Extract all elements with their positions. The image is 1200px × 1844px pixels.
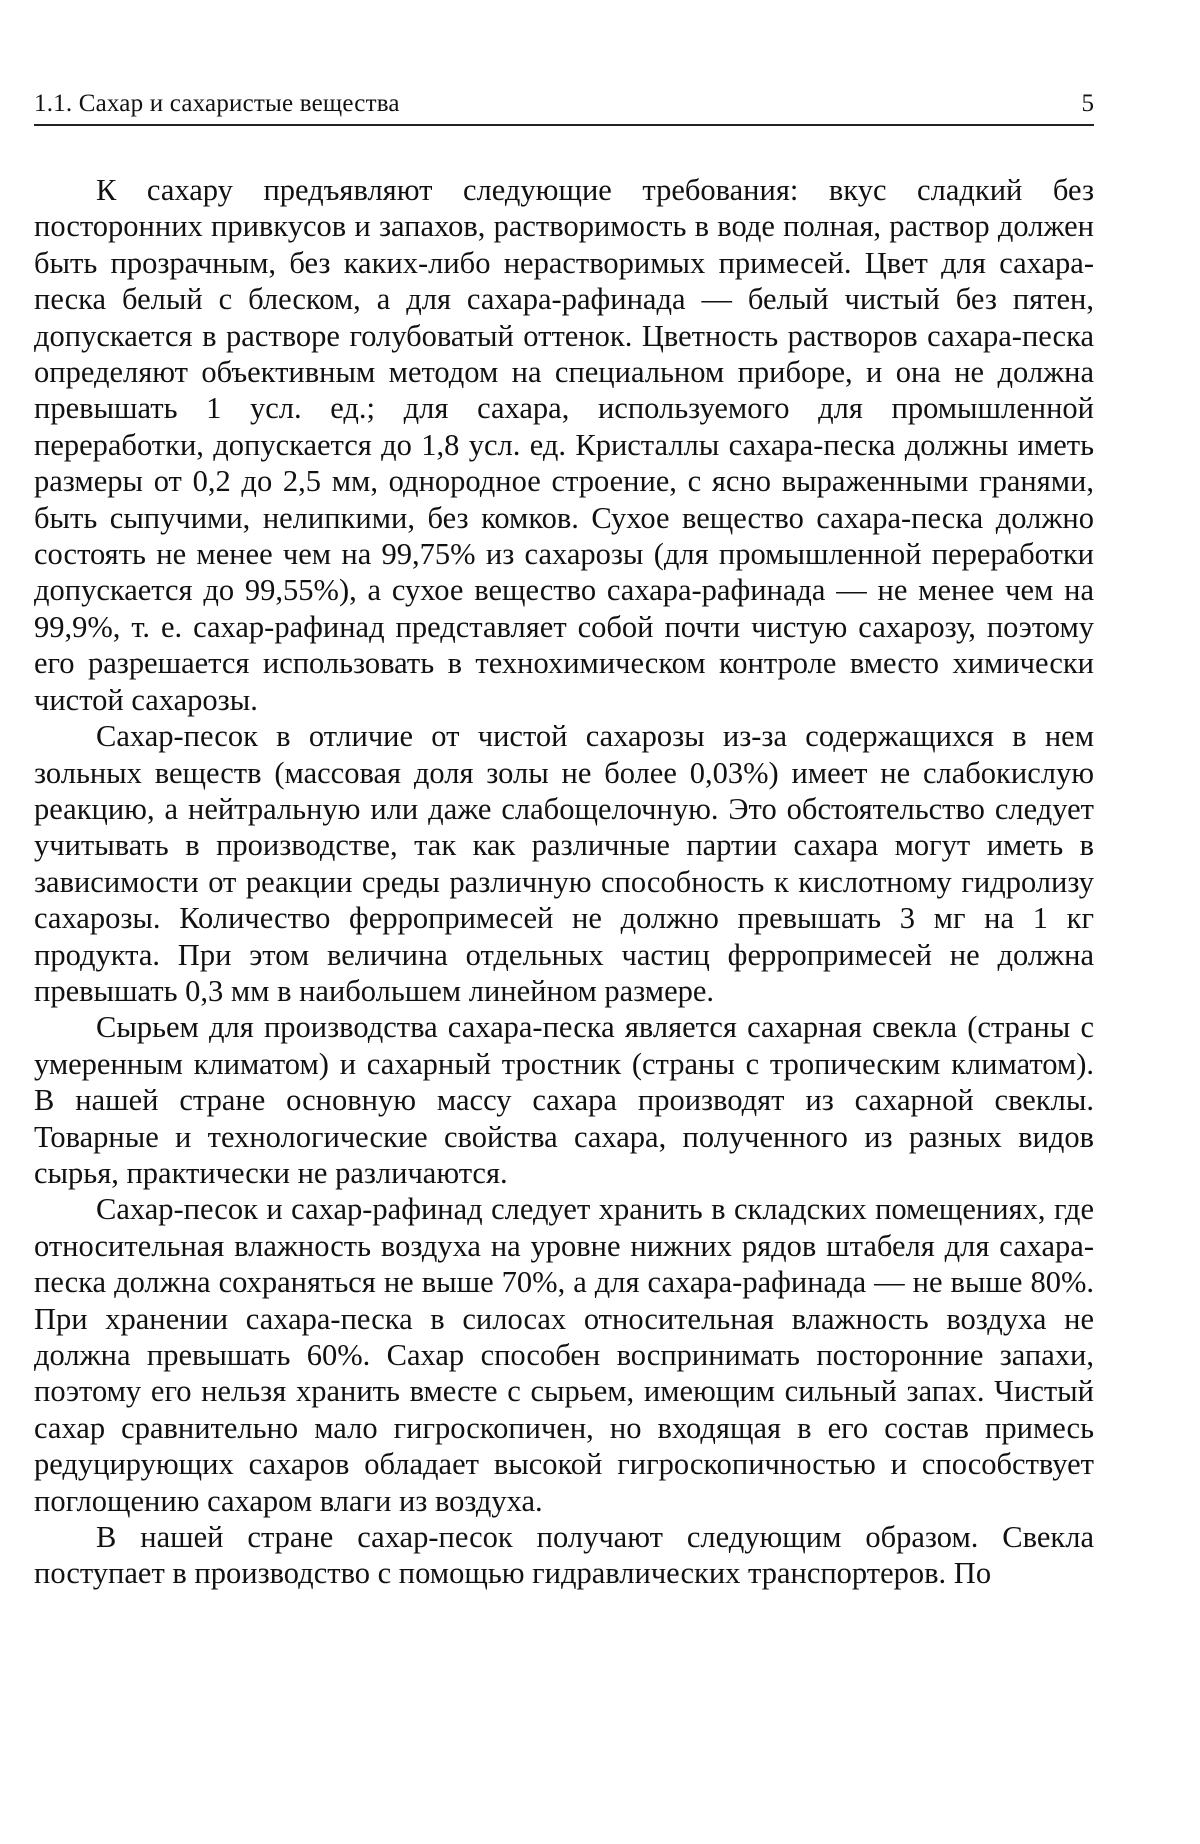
paragraph-raw-materials: Сырьем для производства сахара-песка является сахарная свекла (страны с умеренным климатом) и сахарный тростник (страны с тропическим климатом). В нашей стране основную массу сахара производят из сахарной свеклы. Товарные и технологические свойства сахара, полученного из разных видов сырья, практически не различаются.	[34, 1010, 1094, 1190]
page-number: 5	[1081, 90, 1094, 117]
body-text	[34, 172, 1094, 1592]
paragraph-production: В нашей стране сахар-песок получают следующим образом. Свекла поступает в производство с помощью гидравлических транспортеров. По	[34, 1520, 1094, 1591]
running-header	[34, 88, 1094, 126]
paragraph-storage: Сахар-песок и сахар-рафинад следует хранить в складских помещениях, где относительная влажность воздуха на уровне нижних рядов штабеля для сахара-песка должна сохраняться не выше 70%, а для сахара-рафинада — не выше 80%. При хранении сахара-песка в силосах относительная влажность воздуха не должна превышать 60%. Сахар способен воспринимать посторонние запахи, поэтому его нельзя хранить вместе с сырьем, имеющим сильный запах. Чистый сахар сравнительно мало гигроскопичен, но входящая в его состав примесь редуцирующих сахаров обладает высокой гигроскопичностью и способствует поглощению сахаром влаги из воздуха.	[34, 1192, 1094, 1518]
running-title: 1.1. Сахар и сахаристые вещества	[34, 90, 400, 117]
paragraph-ash-content: Сахар-песок в отличие от чистой сахарозы из-за содержащихся в нем зольных веществ (массовая доля золы не более 0,03%) имеет не слабокислую реакцию, а нейтральную или даже слабощелочную. Это обстоятельство следует учитывать в производстве, так как различные партии сахара могут иметь в зависимости от реакции среды различную способность к кислотному гидролизу сахарозы. Количество ферропримесей не должно превышать 3 мг на 1 кг продукта. При этом величина отдельных частиц ферропримесей не должна превышать 0,3 мм в наибольшем линейном размере.	[34, 719, 1094, 1008]
paragraph-requirements: К сахару предъявляют следующие требования: вкус сладкий без посторонних привкусов и запахов, растворимость в воде полная, раствор должен быть прозрачным, без каких-либо нерастворимых примесей. Цвет для сахара-песка белый с блеском, а для сахара-рафинада — белый чистый без пятен, допускается в растворе голубоватый оттенок. Цветность растворов сахара-песка определяют объективным методом на специальном приборе, и она не должна превышать 1 усл. ед.; для сахара, используемого для промышленной переработки, допускается до 1,8 усл. ед. Кристаллы сахара-песка должны иметь размеры от 0,2 до 2,5 мм, однородное строение, с ясно выраженными гранями, быть сыпучими, нелипкими, без комков. Сухое вещество сахара-песка должно состоять не менее чем на 99,75% из сахарозы (для промышленной переработки допускается до 99,55%), а сухое вещество сахара-рафинада — не менее чем на 99,9%, т. е. сахар-рафинад представляет собой почти чистую сахарозу, поэтому его разрешается использовать в технохимическом контроле вместо химически чистой сахарозы.	[34, 173, 1094, 717]
